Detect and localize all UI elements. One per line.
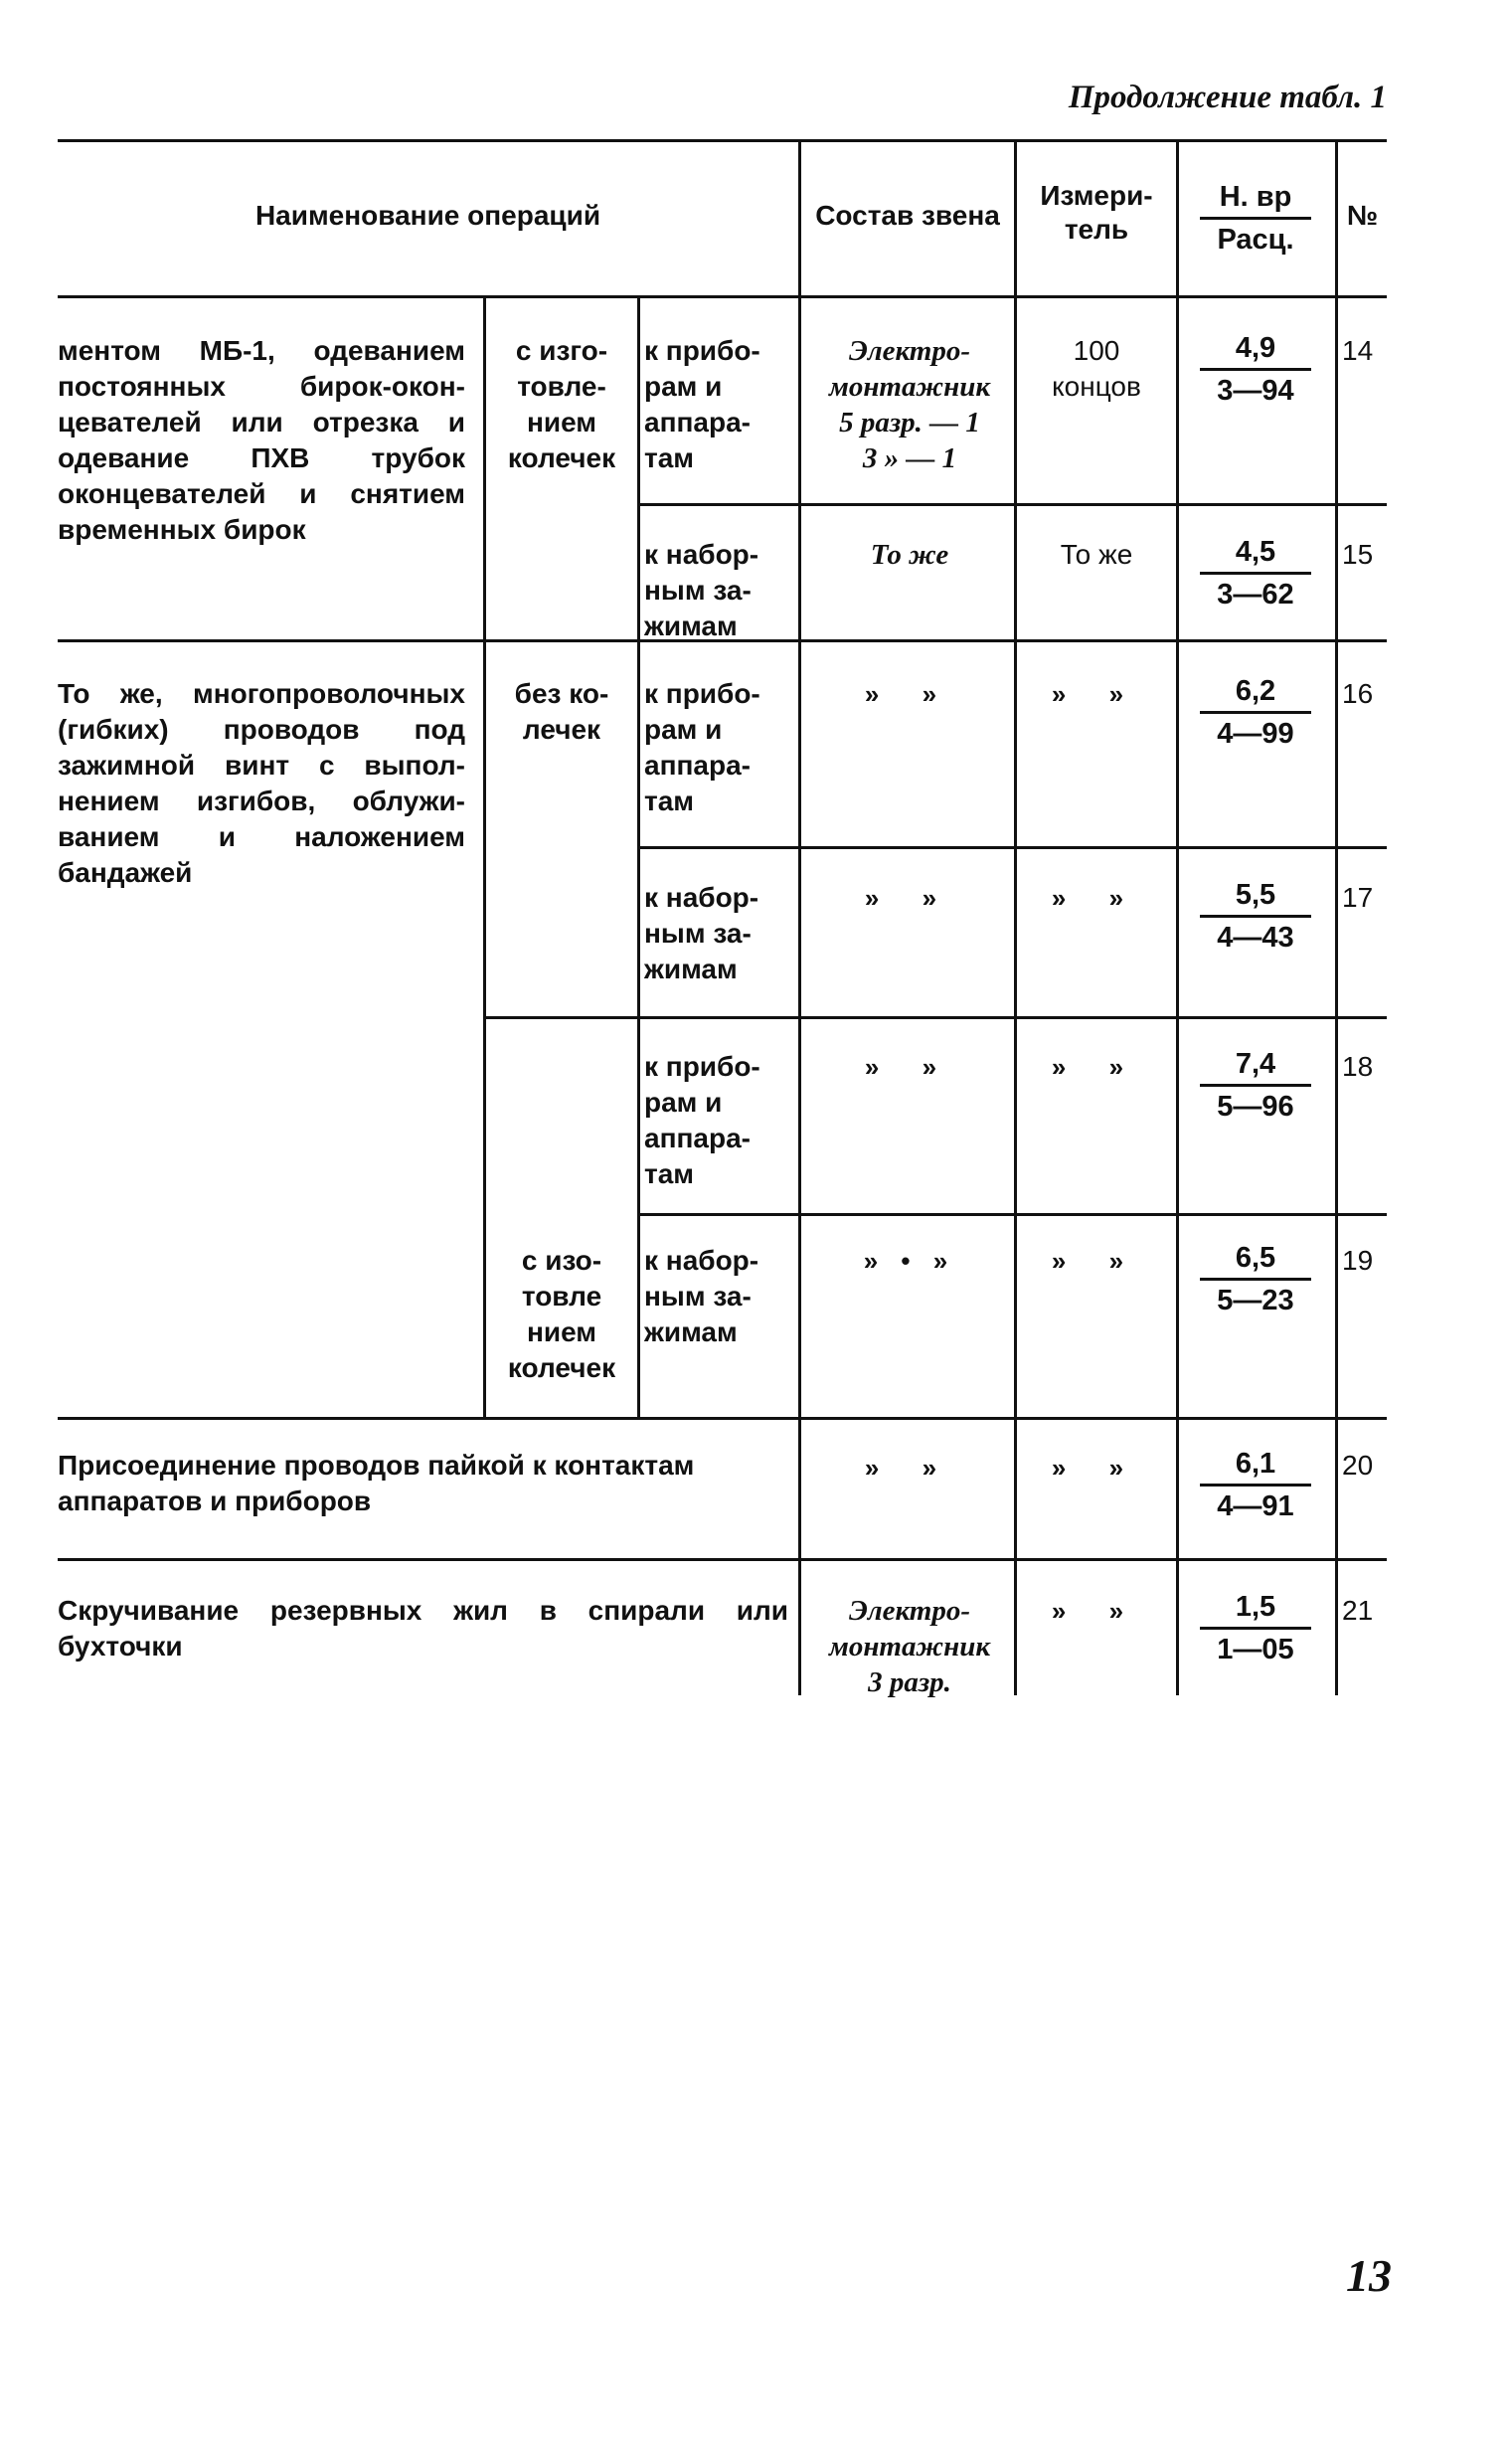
norm-value: 5,5 — [1235, 879, 1276, 911]
header-crew: Состав звена — [815, 200, 1000, 231]
rule-row-18-19 — [637, 1213, 1387, 1216]
unit-text: 100 концов — [1052, 335, 1141, 402]
header-number: № — [1346, 200, 1379, 231]
norm-value: 4,9 — [1235, 332, 1276, 364]
norm-value: 7,4 — [1235, 1048, 1276, 1080]
rule-group-2 — [58, 1417, 1387, 1420]
header-operation: Наименование операций — [254, 200, 601, 231]
col-divider-crew — [798, 139, 801, 1695]
rule-row-17-18 — [483, 1016, 1387, 1019]
method-text: без ко- лечек — [514, 678, 609, 745]
crew-text: » » — [864, 883, 955, 913]
unit-text: » » — [1051, 1453, 1142, 1483]
rule-header-bottom — [58, 295, 1387, 298]
rate-value: 4—99 — [1217, 718, 1294, 750]
header-norm-rate — [1196, 177, 1315, 260]
rule-row-14-15 — [637, 503, 1387, 506]
rate-value: 4—43 — [1217, 922, 1294, 954]
row-number: 18 — [1342, 1051, 1374, 1082]
target-text: к прибо- рам и аппара- там — [644, 678, 760, 816]
table-continuation-caption: Продолжение табл. 1 — [1068, 80, 1387, 115]
method-text: с изо- товле нием колечек — [507, 1245, 616, 1383]
operation-text: Скручивание резервных жил в спирали или бухточки — [58, 1595, 788, 1662]
norm-rate — [1196, 1044, 1315, 1127]
crew-text: » » — [864, 679, 955, 709]
norm-rate — [1196, 671, 1315, 754]
norm-value: 6,1 — [1235, 1448, 1276, 1480]
norm-rate — [1196, 1238, 1315, 1320]
crew-text: » » — [864, 1052, 955, 1082]
target-text: к набор- ным за- жимам — [644, 1245, 759, 1347]
crew-text: » • » — [863, 1246, 956, 1276]
norm-rate — [1196, 532, 1315, 614]
unit-text: » » — [1051, 679, 1142, 709]
row-number: 14 — [1342, 335, 1374, 366]
rate-value: 5—96 — [1217, 1091, 1294, 1123]
crew-text: » » — [864, 1453, 955, 1483]
header-norm: Н. вр — [1219, 181, 1292, 213]
crew-text: То же — [870, 539, 949, 571]
operation-text: То же, многопроволочных (гибких) проводов под зажимной винт с выполнением изгибов, облуживанием и наложением бандажей — [58, 678, 465, 888]
col-divider-norm — [1176, 139, 1179, 1695]
unit-text: » » — [1051, 1596, 1142, 1626]
row-number: 21 — [1342, 1595, 1374, 1626]
target-text: к набор- ным за- жимам — [644, 539, 759, 641]
norm-rate — [1196, 1444, 1315, 1526]
rate-value: 1—05 — [1217, 1634, 1294, 1665]
operation-text: ментом МБ-1, одеванием постоянных бирок-оконцевателей или отрезка и одевание ПХВ трубок оконцевателей и снятием временных бирок — [58, 335, 465, 545]
norm-value: 6,5 — [1235, 1242, 1276, 1274]
unit-text: То же — [1060, 539, 1133, 570]
rate-value: 5—23 — [1217, 1285, 1294, 1316]
method-text: с изго- товле- нием колечек — [507, 335, 616, 473]
row-number: 15 — [1342, 539, 1374, 570]
unit-text: » » — [1051, 1246, 1142, 1276]
row-number: 19 — [1342, 1245, 1374, 1276]
col-divider-no — [1335, 139, 1338, 1695]
col-divider-target — [637, 295, 640, 1419]
norm-rate — [1196, 875, 1315, 958]
crew-text: Электро- монтажник 5 разр. — 1 3 » — 1 — [828, 335, 991, 474]
rule-top — [58, 139, 1387, 142]
rate-value: 4—91 — [1217, 1490, 1294, 1522]
operations-table — [58, 139, 1387, 1698]
rate-value: 3—62 — [1217, 579, 1294, 611]
header-rate: Расц. — [1217, 224, 1294, 256]
target-text: к прибо- рам и аппара- там — [644, 335, 760, 473]
page-number: 13 — [1346, 2250, 1392, 2301]
target-text: к прибо- рам и аппара- там — [644, 1051, 760, 1189]
unit-text: » » — [1051, 883, 1142, 913]
rule-row-16-17 — [637, 846, 1387, 849]
norm-value: 1,5 — [1235, 1591, 1276, 1623]
norm-value: 4,5 — [1235, 536, 1276, 568]
row-number: 20 — [1342, 1450, 1374, 1481]
row-number: 16 — [1342, 678, 1374, 709]
header-unit: Измери- тель — [1040, 180, 1153, 245]
rule-group-3 — [58, 1558, 1387, 1561]
unit-text: » » — [1051, 1052, 1142, 1082]
rate-value: 3—94 — [1217, 375, 1294, 407]
norm-value: 6,2 — [1235, 675, 1276, 707]
row-number: 17 — [1342, 882, 1374, 913]
norm-rate — [1196, 1587, 1315, 1669]
target-text: к набор- ным за- жимам — [644, 882, 759, 984]
crew-text: Электро- монтажник 3 разр. — [828, 1595, 991, 1698]
norm-rate — [1196, 328, 1315, 411]
col-divider-method — [483, 295, 486, 1419]
operation-text: Присоединение проводов пайкой к контактам аппаратов и приборов — [58, 1450, 695, 1516]
